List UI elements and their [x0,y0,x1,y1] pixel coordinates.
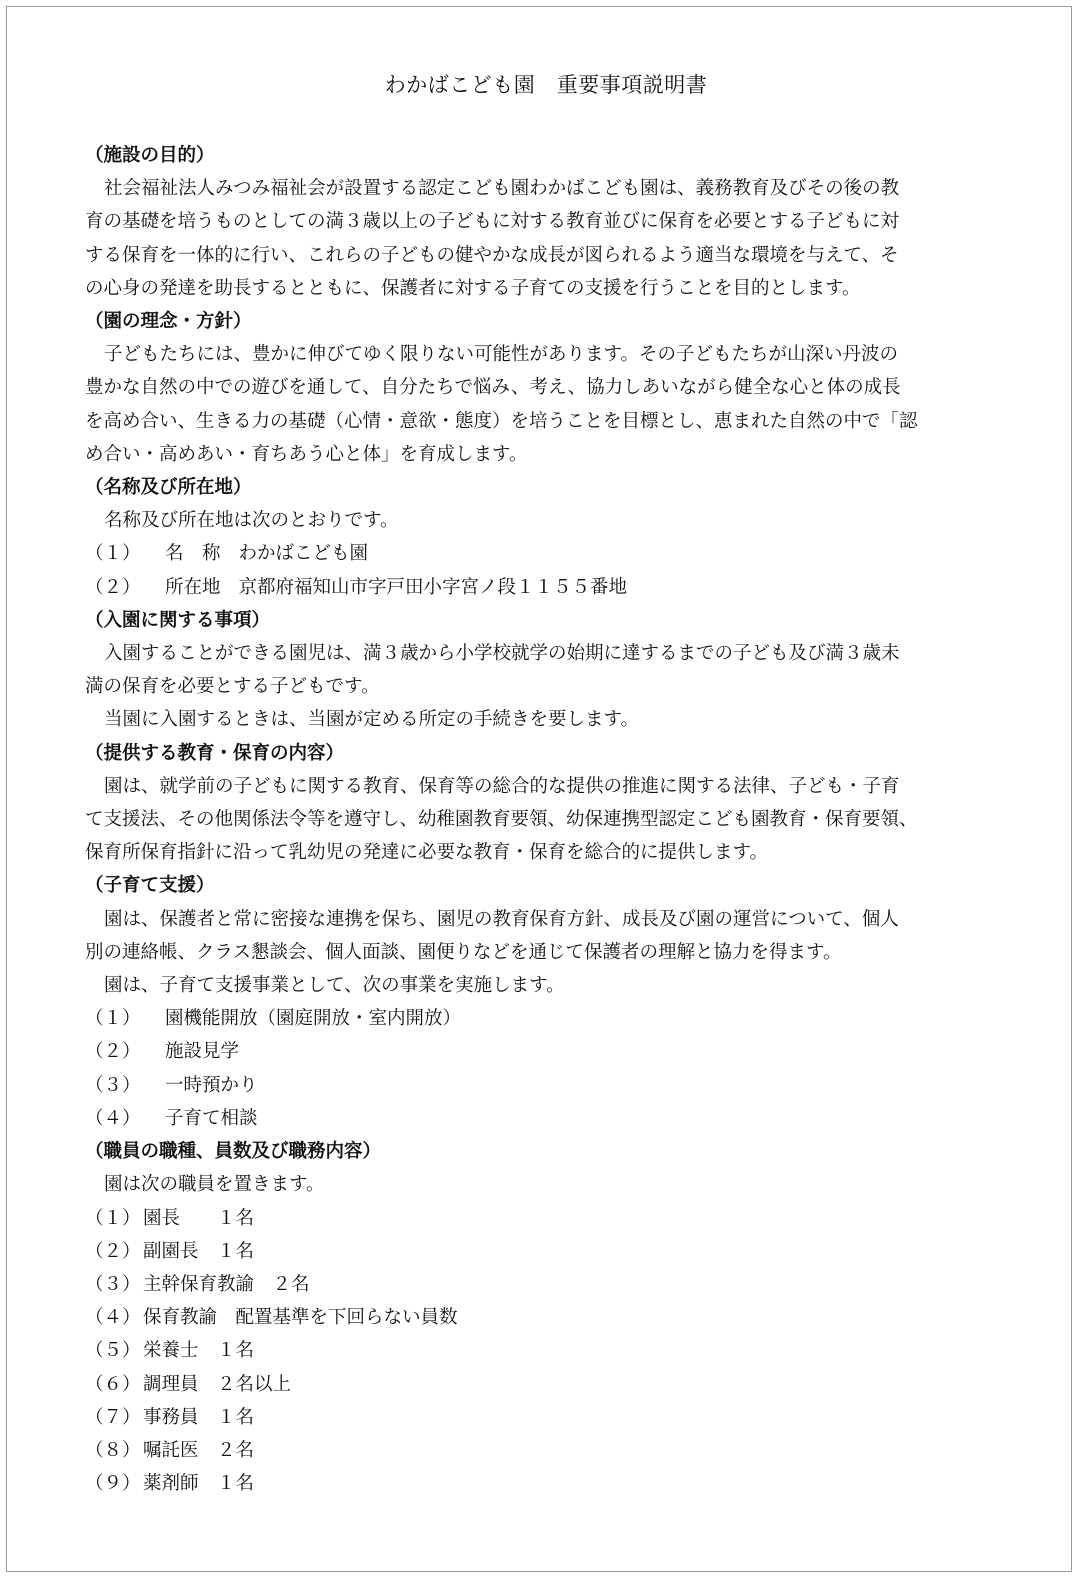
staff-item-text: 園長 １名 [143,1207,255,1229]
section-heading-admission: （入園に関する事項） [85,609,271,631]
location-address-value: 京都府福知山市字戸田小字宮ノ段１１５５番地 [238,576,628,598]
location-address-label: 所在地 [165,576,221,598]
paragraph-line: 園は次の職員を置きます。 [104,1174,325,1196]
paragraph-line: 社会福祉法人みつみ福祉会が設置する認定こども園わかばこども園は、義務教育及びその後の教 [104,178,900,200]
staff-item [85,1301,1007,1334]
staff-item-text: 副園長 １名 [143,1240,255,1262]
section-heading-purpose: （施設の目的） [85,145,215,166]
paragraph-line: 名称及び所在地は次のとおりです。 [104,510,399,532]
list-item-number: （４） [85,1107,141,1129]
list-item-number: （２） [85,1240,141,1262]
list-item-number: （２） [85,1041,141,1063]
list-item-number: （４） [85,1307,141,1329]
paragraph-line: 園は、就学前の子どもに関する教育、保育等の総合的な提供の推進に関する法律、子ども・子育 [104,775,900,797]
paragraph-line: 満の保育を必要とする子どもです。 [85,676,380,698]
list-item-text: 子育て相談 [165,1107,258,1129]
list-item-number: （１） [85,1207,141,1229]
staff-item [85,1434,1007,1467]
list-item-number: （３） [85,1074,141,1096]
location-name-label: 名 称 [165,543,221,565]
paragraph-line: を高め合い、生きる力の基礎（心情・意欲・態度）を培うことを目標とし、恵まれた自然の中で「認 [85,410,918,432]
list-item-number: （１） [85,1008,141,1030]
list-item-text: 施設見学 [165,1041,240,1063]
staff-item [85,1401,1007,1434]
section-heading-philosophy: （園の理念・方針） [85,311,252,333]
staff-item [85,1467,1007,1500]
list-item [85,1069,1007,1102]
staff-item-text: 薬剤師 １名 [143,1473,255,1495]
list-item-number: （１） [85,543,141,565]
section-heading-staff: （職員の職種、員数及び職務内容） [85,1141,382,1163]
staff-item [85,1268,1007,1301]
staff-item [85,1235,1007,1268]
paragraph-line: 豊かな自然の中での遊びを通して、自分たちで悩み、考え、協力しあいながら健全な心と体の成長 [85,377,901,399]
paragraph-line: 保育所保育指針に沿って乳幼児の発達に必要な教育・保育を総合的に提供します。 [85,842,769,864]
staff-item-text: 調理員 ２名以上 [143,1373,292,1395]
paragraph-line: 別の連絡帳、クラス懇談会、個人面談、園便りなどを通じて保護者の理解と協力を得ます。 [85,941,842,963]
paragraph-line: め合い・高めあい・育ちあう心と体」を育成します。 [85,443,528,465]
section-heading-location: （名称及び所在地） [85,477,252,499]
list-item-number: （６） [85,1373,141,1395]
list-item-number: （７） [85,1406,141,1428]
staff-item-text: 保育教諭 配置基準を下回らない員数 [143,1307,458,1329]
section-heading-support: （子育て支援） [85,875,215,897]
document-content [85,71,1007,1500]
paragraph-line: 育の基礎を培うものとしての満３歳以上の子どもに対する教育並びに保育を必要とする子どもに対 [85,211,900,233]
paragraph-line: 園は、保護者と常に密接な連携を保ち、園児の教育保育方針、成長及び園の運営について、個人 [104,908,899,930]
staff-item [85,1334,1007,1367]
document-title: わかばこども園 重要事項説明書 [384,73,708,97]
staff-item [85,1368,1007,1401]
list-item-number: （８） [85,1439,141,1461]
list-item [85,1035,1007,1068]
paragraph-line: 園は、子育て支援事業として、次の事業を実施します。 [104,975,565,997]
paragraph-line: の心身の発達を助長するとともに、保護者に対する子育ての支援を行うことを目的とします。 [85,277,861,299]
list-item-number: （２） [85,576,141,598]
paragraph-line: 入園することができる園児は、満３歳から小学校就学の始期に達するまでの子ども及び満３歳未 [104,643,900,665]
list-item-number: （５） [85,1340,141,1362]
list-item [85,1102,1007,1135]
paragraph-line: する保育を一体的に行い、これらの子どもの健やかな成長が図られるよう適当な環境を与えて、そ [85,244,899,266]
staff-item-text: 栄養士 １名 [143,1340,255,1362]
paragraph-line: 子どもたちには、豊かに伸びてゆく限りない可能性があります。その子どもたちが山深い丹波の [104,344,899,366]
list-item-text: 園機能開放（園庭開放・室内開放） [165,1008,462,1030]
list-item [85,537,1007,570]
paragraph-line: 当園に入園するときは、当園が定める所定の手続きを要します。 [104,709,640,731]
location-name-value: わかばこども園 [238,543,369,565]
section-heading-education: （提供する教育・保育の内容） [85,742,345,764]
staff-item [85,1202,1007,1235]
staff-item-text: 主幹保育教諭 ２名 [143,1273,310,1295]
list-item-text: 一時預かり [165,1074,258,1096]
list-item-number: （３） [85,1273,141,1295]
staff-item-text: 嘱託医 ２名 [143,1439,255,1461]
document-page [6,6,1072,1572]
list-item-number: （９） [85,1473,141,1495]
staff-item-text: 事務員 １名 [143,1406,255,1428]
list-item [85,571,1007,604]
list-item [85,1002,1007,1035]
paragraph-line: て支援法、その他関係法令等を遵守し、幼稚園教育要領、幼保連携型認定こども園教育・保育要領、 [85,809,918,831]
